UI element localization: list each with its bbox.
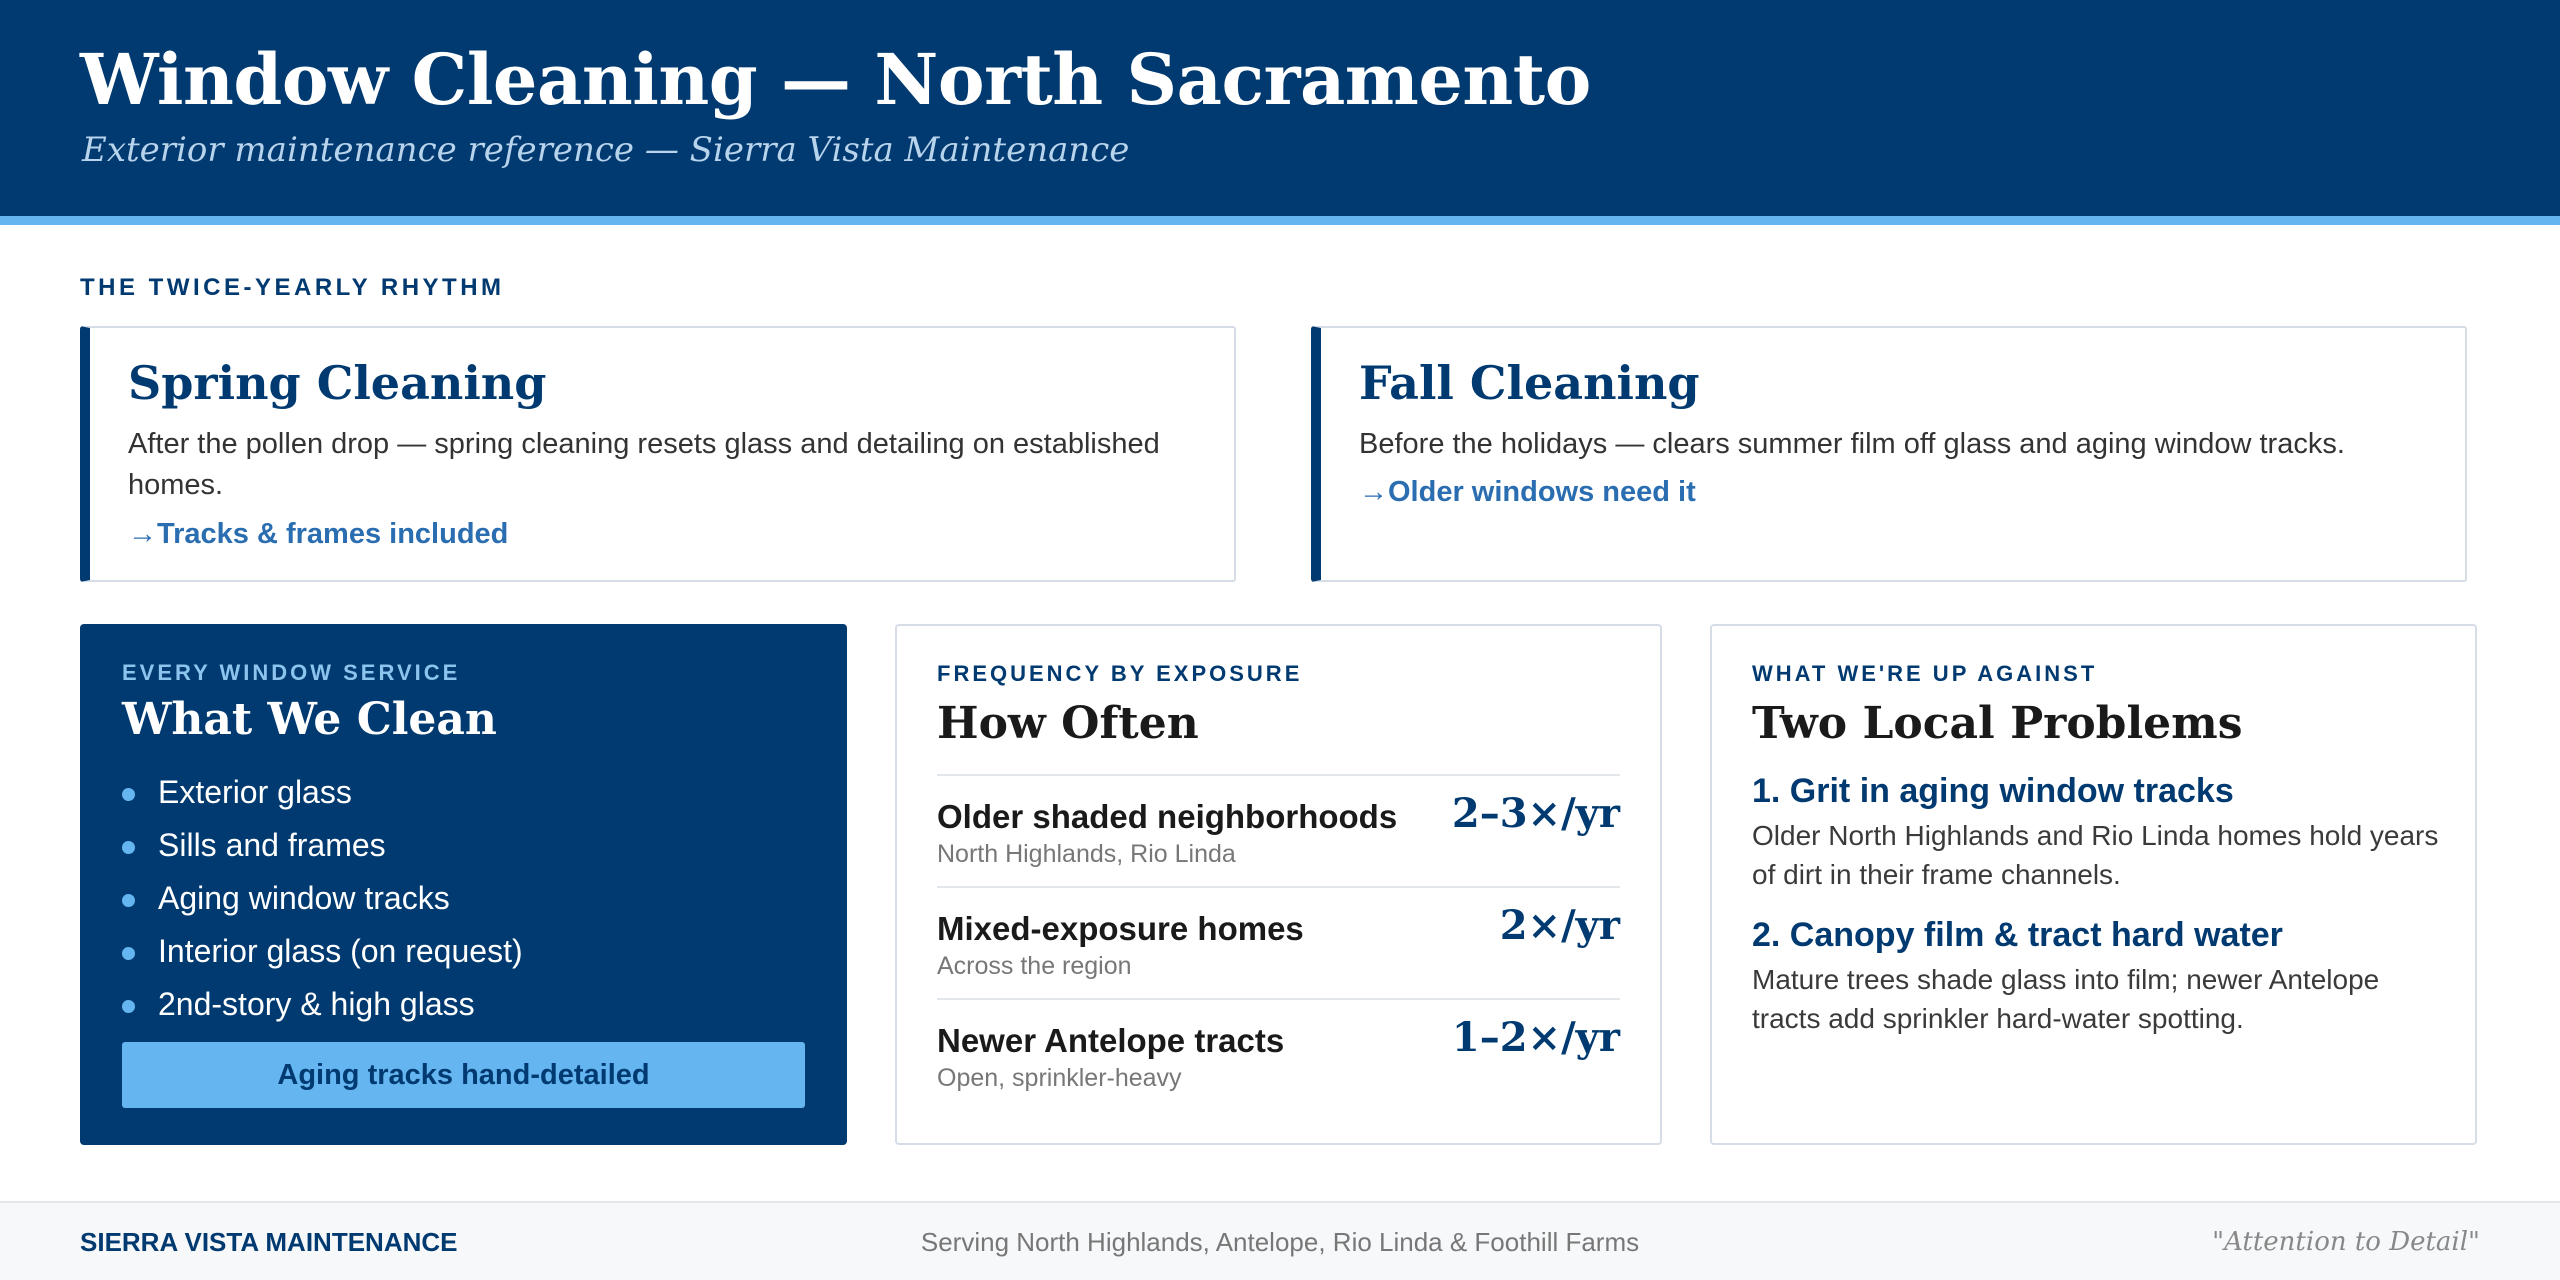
service-list-item [122, 925, 523, 978]
bullet-icon [122, 788, 135, 801]
frequency-row-area: Across the region [937, 952, 1132, 980]
frequency-row-area: North Highlands, Rio Linda [937, 840, 1236, 868]
spring-cleaning-card [80, 326, 1236, 582]
page-header [0, 0, 2560, 216]
problem-title: 2. Canopy film & tract hard water [1752, 916, 2283, 954]
frequency-row [937, 998, 1620, 1108]
frequency-row [937, 886, 1620, 996]
header-accent-stripe [0, 216, 2560, 225]
service-list-item [122, 766, 523, 819]
local-problems-eyebrow: WHAT WE'RE UP AGAINST [1752, 661, 2098, 686]
footer-motto: "Attention to Detail" [2212, 1227, 2480, 1257]
section-label-rhythm: THE TWICE-YEARLY RHYTHM [80, 274, 505, 301]
bullet-icon [122, 1000, 135, 1013]
bullet-icon [122, 947, 135, 960]
frequency-row-name: Older shaded neighborhoods [937, 798, 1398, 835]
local-problems-panel [1710, 624, 2477, 1145]
frequency-row-name: Mixed-exposure homes [937, 910, 1304, 947]
bullet-icon [122, 894, 135, 907]
service-item-label: Sills and frames [158, 827, 386, 863]
spring-card-title: Spring Cleaning [128, 356, 547, 410]
page-title: Window Cleaning — North Sacramento [80, 38, 1591, 121]
service-list-item [122, 978, 523, 1031]
frequency-row [937, 774, 1620, 884]
page-subtitle: Exterior maintenance reference — Sierra Vista Maintenance [82, 130, 1130, 170]
fall-card-description: Before the holidays — clears summer film off glass and aging window tracks. [1359, 428, 2345, 460]
problem-description: Older North Highlands and Rio Linda homes hold years of dirt in their frame channels. [1752, 820, 2439, 890]
fall-cleaning-card [1311, 326, 2467, 582]
problem-description: Mature trees shade glass into film; newer Antelope tracts add sprinkler hard-water spotting. [1752, 964, 2380, 1034]
frequency-row-name: Newer Antelope tracts [937, 1022, 1285, 1059]
problem-title: 1. Grit in aging window tracks [1752, 772, 2234, 810]
how-often-eyebrow: FREQUENCY BY EXPOSURE [937, 661, 1303, 686]
service-list [122, 766, 523, 1031]
frequency-row-rate: 1–2×/yr [1451, 1014, 1620, 1061]
fall-card-title: Fall Cleaning [1359, 356, 1700, 410]
service-item-label: Interior glass (on request) [158, 933, 523, 969]
spring-card-note: →Tracks & frames included [128, 518, 509, 550]
footer-service-area: Serving North Highlands, Antelope, Rio Linda & Foothill Farms [920, 1227, 1640, 1257]
how-often-title: How Often [937, 698, 1199, 749]
footer-brand: SIERRA VISTA MAINTENANCE [80, 1227, 458, 1257]
frequency-row-area: Open, sprinkler-heavy [937, 1064, 1182, 1092]
page-footer [0, 1201, 2560, 1280]
what-we-clean-eyebrow: EVERY WINDOW SERVICE [122, 660, 461, 685]
service-item-label: Exterior glass [158, 774, 352, 810]
bullet-icon [122, 841, 135, 854]
service-list-item [122, 872, 523, 925]
aging-tracks-banner: Aging tracks hand-detailed [122, 1042, 805, 1108]
frequency-row-rate: 2×/yr [1499, 902, 1620, 949]
what-we-clean-panel [80, 624, 847, 1145]
service-item-label: Aging window tracks [158, 880, 450, 916]
service-item-label: 2nd-story & high glass [158, 986, 475, 1022]
local-problems-title: Two Local Problems [1752, 698, 2243, 749]
service-list-item [122, 819, 523, 872]
how-often-panel [895, 624, 1662, 1145]
spring-card-description: After the pollen drop — spring cleaning resets glass and detailing on established homes. [128, 428, 1160, 501]
frequency-row-rate: 2–3×/yr [1451, 790, 1620, 837]
fall-card-note: →Older windows need it [1359, 476, 1696, 508]
what-we-clean-title: What We Clean [122, 694, 497, 745]
